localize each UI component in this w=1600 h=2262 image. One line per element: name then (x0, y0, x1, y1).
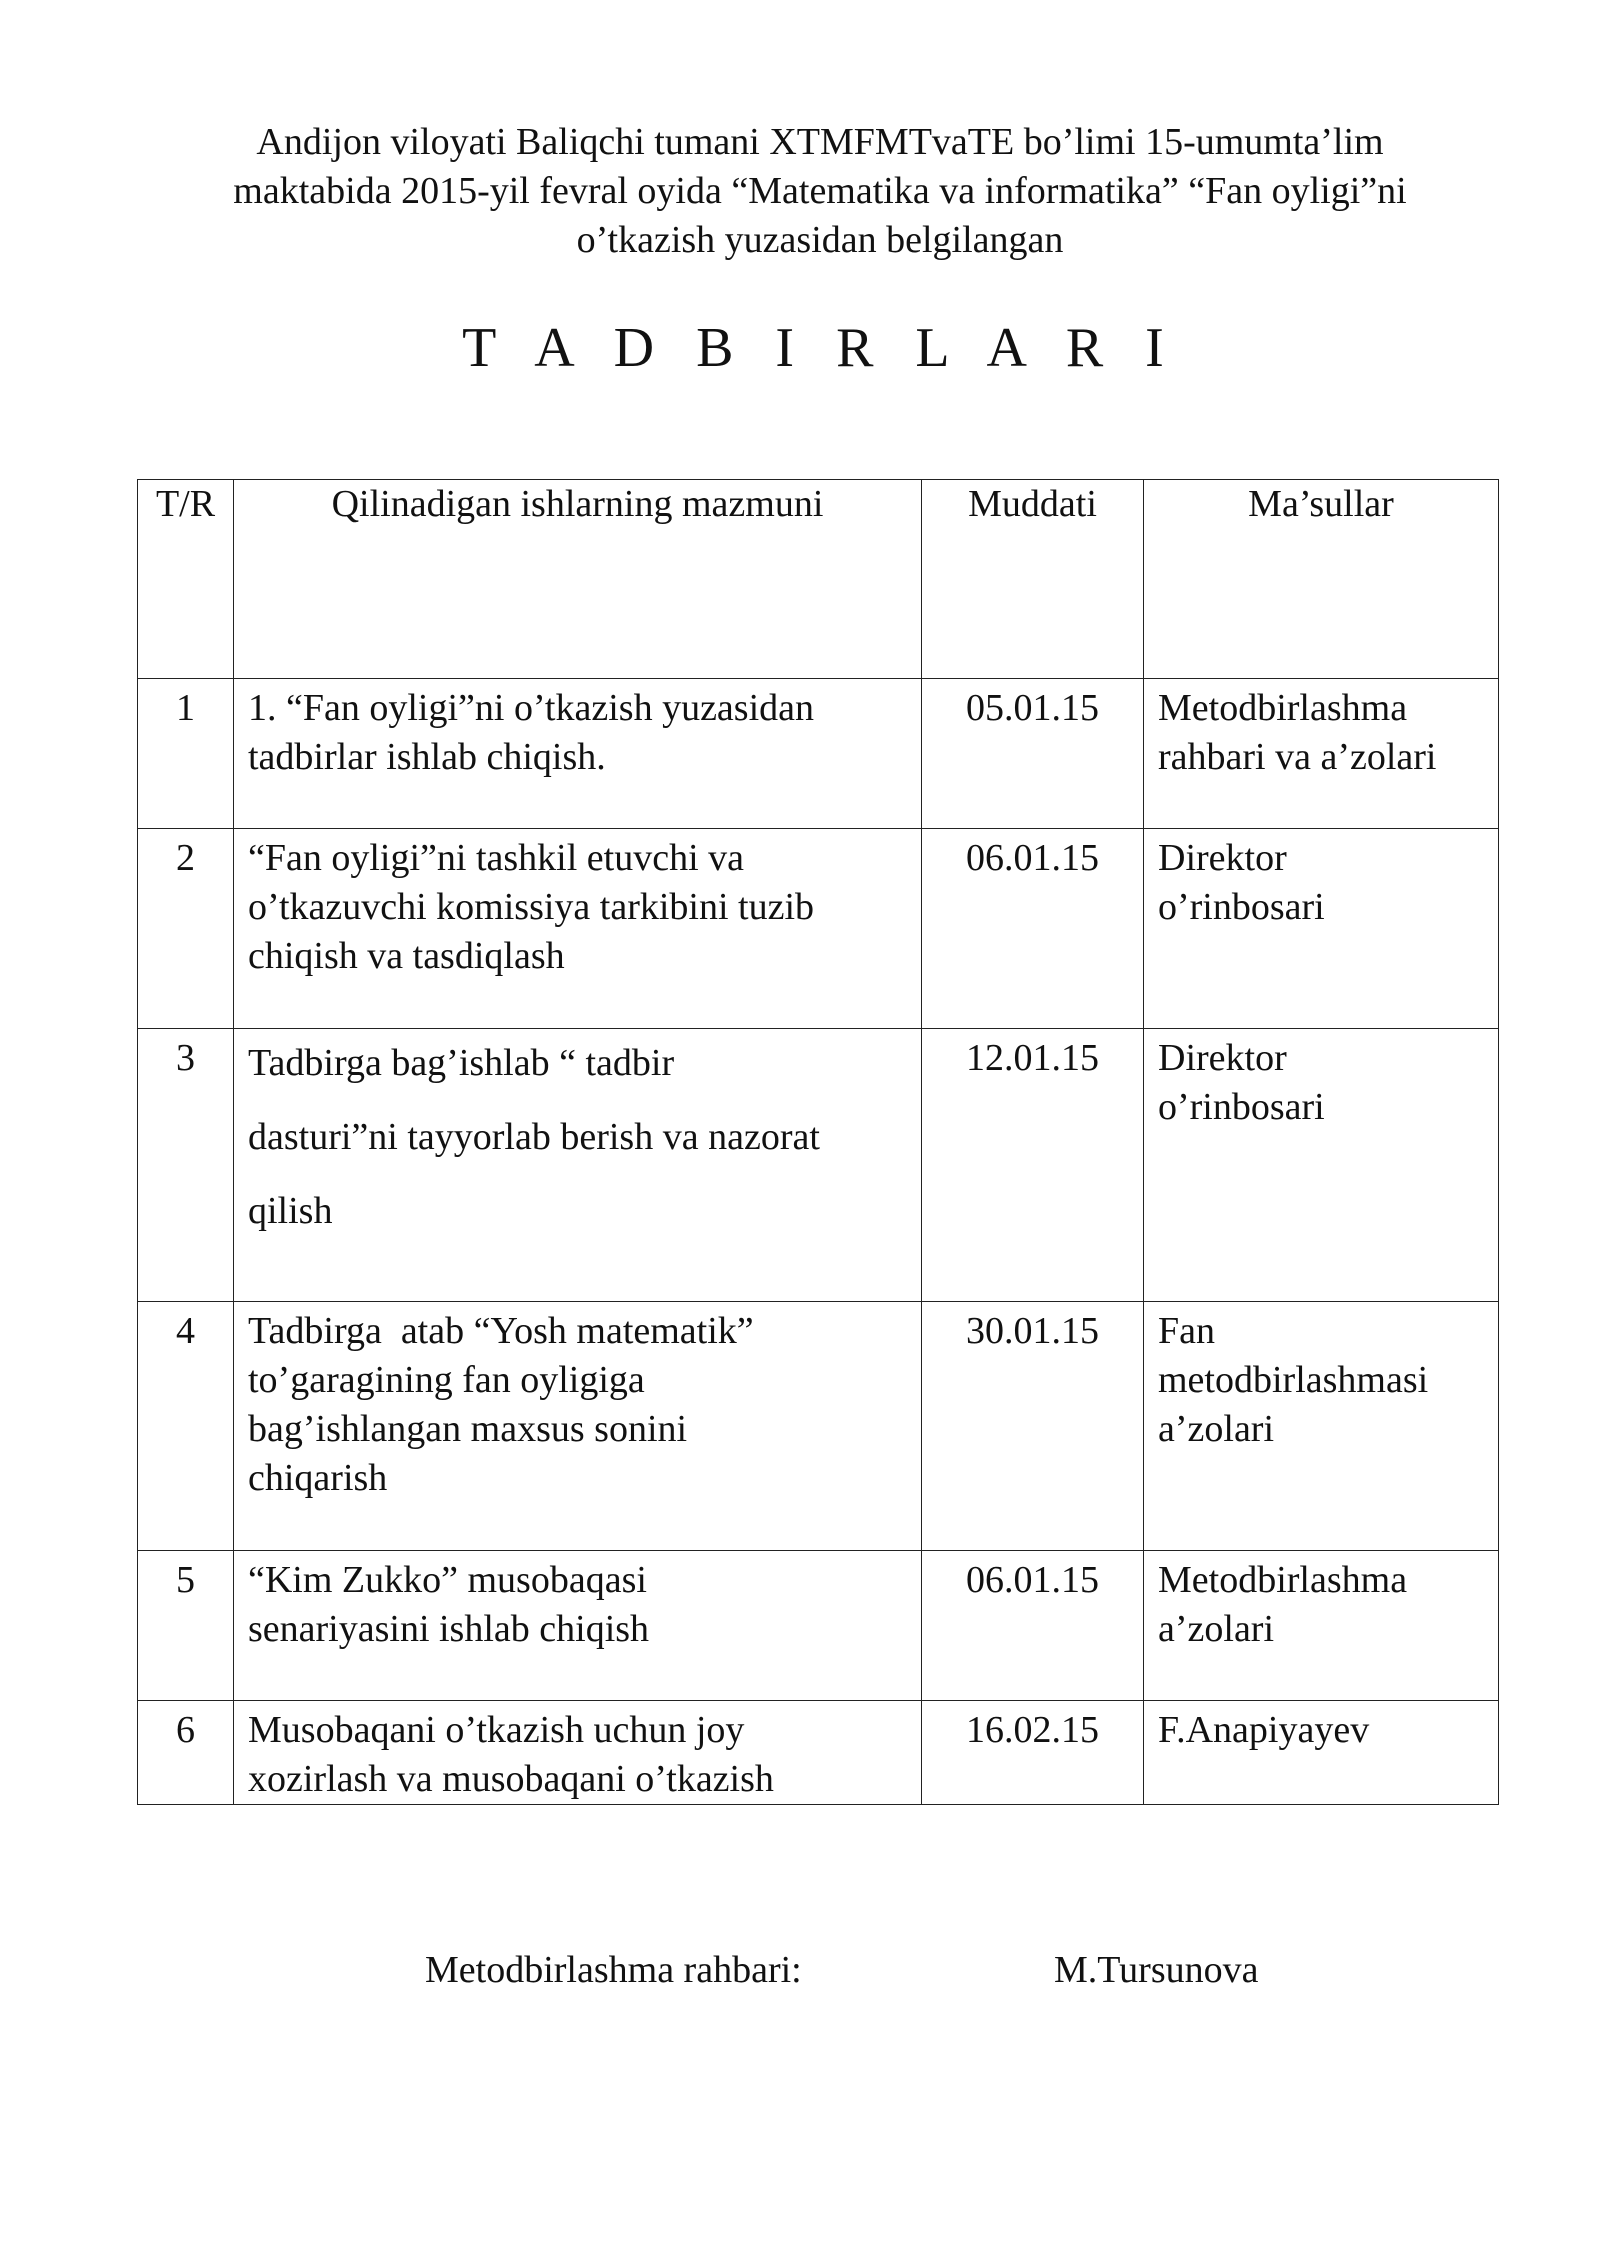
events-table (137, 479, 1499, 1805)
table-header-row (138, 480, 1499, 679)
row-responsible (1144, 1701, 1499, 1805)
content-line: bag’ishlangan maxsus sonini (248, 1408, 688, 1450)
responsible-line: Metodbirlashma (1158, 687, 1408, 729)
content-line: chiqarish (248, 1457, 388, 1499)
table-row (138, 1029, 1499, 1302)
table-row (138, 1701, 1499, 1805)
responsible-line: a’zolari (1158, 1608, 1275, 1650)
content-line: Tadbirga bag’ishlab “ tadbir (248, 1042, 675, 1084)
row-responsible (1144, 1551, 1499, 1701)
row-deadline: 06.01.15 (922, 829, 1144, 1029)
header-line-2: maktabida 2015-yil fevral oyida “Matematika va informatika” “Fan oyligi”ni (233, 170, 1407, 212)
row-number: 1 (138, 679, 234, 829)
content-line: chiqish va tasdiqlash (248, 935, 565, 977)
responsible-line: metodbirlashmasi (1158, 1359, 1429, 1401)
header-line-3: o’tkazish yuzasidan belgilangan (576, 219, 1064, 261)
table-row (138, 1551, 1499, 1701)
row-number: 3 (138, 1029, 234, 1302)
content-line: senariyasini ishlab chiqish (248, 1608, 650, 1650)
header-line-1: Andijon viloyati Baliqchi tumani XTMFMTvaTE bo’limi 15-umumta’lim (256, 121, 1384, 163)
responsible-line: rahbari va a’zolari (1158, 736, 1437, 778)
column-header-number: T/R (138, 480, 234, 679)
responsible-line: a’zolari (1158, 1408, 1275, 1450)
document-header (100, 118, 1540, 265)
table-row (138, 679, 1499, 829)
row-deadline: 05.01.15 (922, 679, 1144, 829)
signature-name: M.Tursunova (1054, 1949, 1259, 1991)
responsible-line: o’rinbosari (1158, 886, 1325, 928)
content-line: o’tkazuvchi komissiya tarkibini tuzib (248, 886, 815, 928)
responsible-line: Fan (1158, 1310, 1215, 1352)
content-line: Tadbirga atab “Yosh matematik” (248, 1310, 754, 1352)
content-line: to’garagining fan oyligiga (248, 1359, 645, 1401)
content-line: “Fan oyligi”ni tashkil etuvchi va (248, 837, 745, 879)
table-row (138, 829, 1499, 1029)
responsible-line: Direktor (1158, 1037, 1287, 1079)
row-responsible (1144, 829, 1499, 1029)
column-header-content: Qilinadigan ishlarning mazmuni (234, 480, 922, 679)
row-content (234, 1302, 922, 1551)
responsible-line: F.Anapiyayev (1158, 1709, 1370, 1751)
content-line: qilish (248, 1190, 333, 1232)
row-content (234, 829, 922, 1029)
row-responsible (1144, 679, 1499, 829)
row-number: 4 (138, 1302, 234, 1551)
content-line: xozirlash va musobaqani o’tkazish (248, 1758, 774, 1800)
row-responsible (1144, 1302, 1499, 1551)
row-number: 6 (138, 1701, 234, 1805)
row-deadline: 12.01.15 (922, 1029, 1144, 1302)
row-responsible (1144, 1029, 1499, 1302)
row-content (234, 679, 922, 829)
content-line: dasturi”ni tayyorlab berish va nazorat (248, 1116, 820, 1158)
responsible-line: Metodbirlashma (1158, 1559, 1408, 1601)
content-line: 1. “Fan oyligi”ni o’tkazish yuzasidan (248, 687, 815, 729)
responsible-line: Direktor (1158, 837, 1287, 879)
column-header-deadline: Muddati (922, 480, 1144, 679)
row-deadline: 06.01.15 (922, 1551, 1144, 1701)
signature-label: Metodbirlashma rahbari: (425, 1949, 802, 1991)
responsible-line: o’rinbosari (1158, 1086, 1325, 1128)
document-title: T A D B I R L A R I (462, 317, 1178, 379)
row-deadline: 16.02.15 (922, 1701, 1144, 1805)
row-deadline: 30.01.15 (922, 1302, 1144, 1551)
table-row (138, 1302, 1499, 1551)
content-line: “Kim Zukko” musobaqasi (248, 1559, 647, 1601)
row-number: 5 (138, 1551, 234, 1701)
content-line: Musobaqani o’tkazish uchun joy (248, 1709, 745, 1751)
content-line: tadbirlar ishlab chiqish. (248, 736, 606, 778)
row-content (234, 1029, 922, 1302)
row-content (234, 1701, 922, 1805)
row-content (234, 1551, 922, 1701)
row-number: 2 (138, 829, 234, 1029)
column-header-responsible: Ma’sullar (1144, 480, 1499, 679)
